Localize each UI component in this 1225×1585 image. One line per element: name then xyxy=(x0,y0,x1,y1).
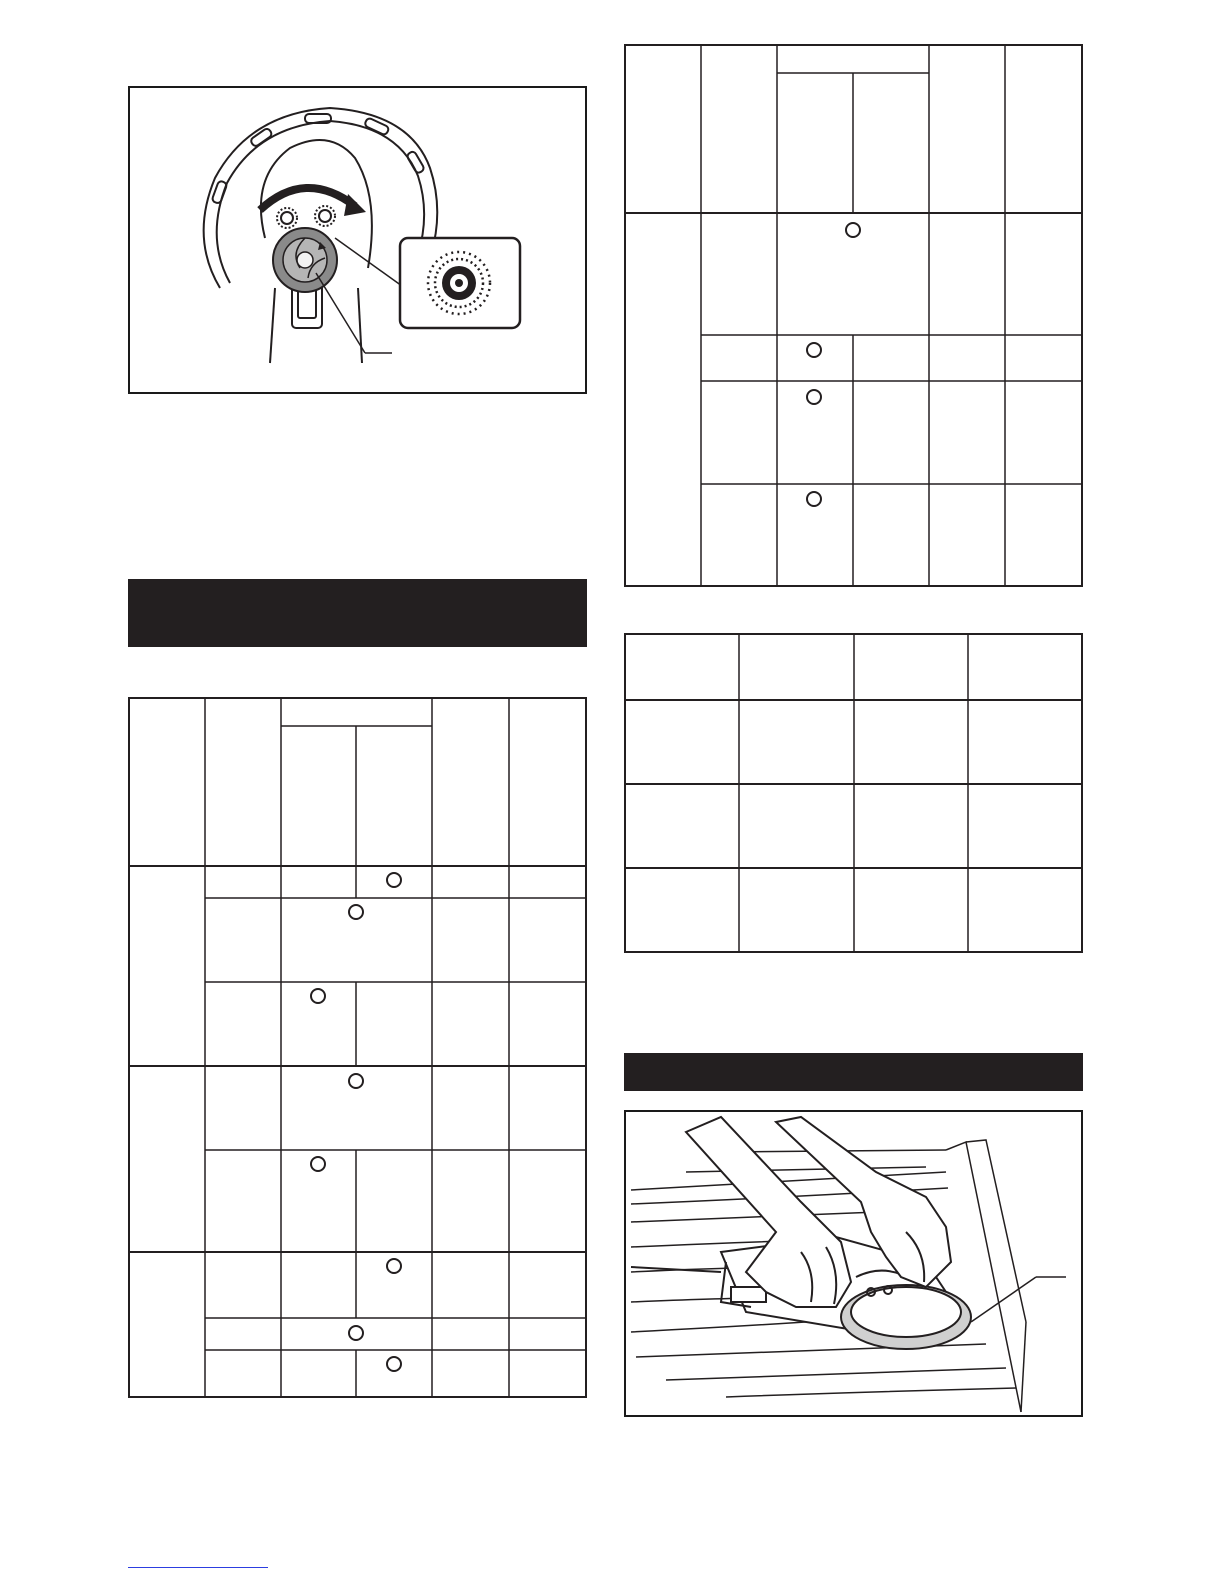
arrow-icon xyxy=(260,188,355,210)
mode-dial-illustration xyxy=(130,88,585,392)
table-marks xyxy=(807,223,860,506)
circle-mark-icon xyxy=(311,1157,325,1171)
circle-mark-icon xyxy=(846,223,860,237)
circle-mark-icon xyxy=(807,390,821,404)
circle-mark-icon xyxy=(807,343,821,357)
upper-right-table xyxy=(624,44,1083,587)
circle-mark-icon xyxy=(349,1074,363,1088)
lower-right-table xyxy=(624,633,1083,953)
footer-link[interactable] xyxy=(128,1567,268,1568)
random-orbit-icon xyxy=(400,238,520,328)
sanding-figure xyxy=(624,1110,1083,1417)
orbital-icon xyxy=(315,206,335,226)
mode-dial xyxy=(273,228,337,292)
circle-mark-icon xyxy=(807,492,821,506)
circle-mark-icon xyxy=(311,989,325,1003)
section-heading-bar xyxy=(128,579,587,647)
circle-mark-icon xyxy=(349,1326,363,1340)
circle-mark-icon xyxy=(387,1259,401,1273)
circle-mark-icon xyxy=(387,1357,401,1371)
circle-mark-icon xyxy=(387,873,401,887)
hands-icon xyxy=(686,1117,951,1307)
section-heading-bar xyxy=(624,1053,1083,1091)
sanding-illustration xyxy=(626,1112,1081,1415)
circle-mark-icon xyxy=(349,905,363,919)
gear-icon xyxy=(277,208,297,228)
left-table xyxy=(128,697,587,1398)
mode-dial-figure xyxy=(128,86,587,394)
